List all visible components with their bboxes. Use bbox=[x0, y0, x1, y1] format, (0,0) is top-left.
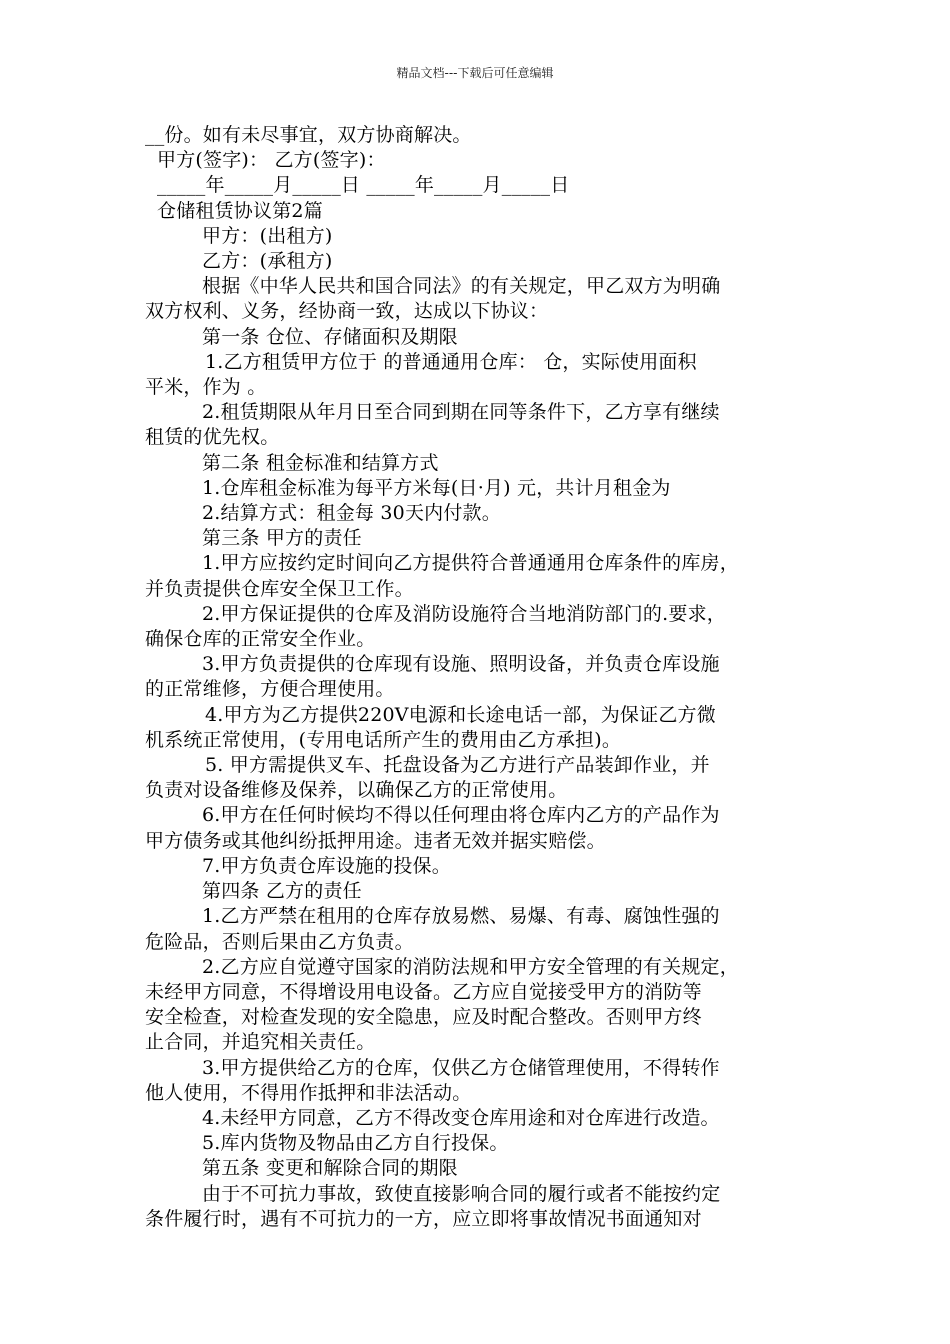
document-line: 第四条 乙方的责任 bbox=[202, 880, 362, 903]
document-line: 第三条 甲方的责任 bbox=[202, 527, 362, 550]
document-line: 2.结算方式：租金每 30天内付款。 bbox=[202, 502, 501, 525]
document-line: 5.库内货物及物品由乙方自行投保。 bbox=[202, 1132, 509, 1155]
document-line: 条件履行时，遇有不可抗力的一方，应立即将事故情况书面通知对 bbox=[145, 1207, 702, 1230]
document-line: 双方权利、义务，经协商一致，达成以下协议： bbox=[145, 300, 549, 323]
document-line: 他人使用，不得用作抵押和非法活动。 bbox=[145, 1081, 472, 1104]
document-line: 机系统正常使用，(专用电话所产生的费用由乙方承担)。 bbox=[145, 728, 622, 751]
document-line: 3.甲方提供给乙方的仓库，仅供乙方仓储管理使用，不得转作 bbox=[202, 1056, 720, 1079]
document-line: 安全检查，对检查发现的安全隐患，应及时配合整改。否则甲方终 bbox=[145, 1006, 702, 1029]
document-body bbox=[145, 123, 810, 1232]
document-line: 7.甲方负责仓库设施的投保。 bbox=[202, 854, 451, 877]
document-line: 仓储租赁协议第2篇 bbox=[157, 199, 323, 222]
document-line: 5. 甲方需提供叉车、托盘设备为乙方进行产品装卸作业，并 bbox=[205, 754, 710, 777]
document-line: 平米，作为 。 bbox=[145, 376, 267, 399]
document-line: 根据《中华人民共和国合同法》的有关规定，甲乙双方为明确 bbox=[202, 275, 721, 298]
document-line: 止合同，并追究相关责任。 bbox=[145, 1031, 376, 1054]
document-line: 2.乙方应自觉遵守国家的消防法规和甲方安全管理的有关规定， bbox=[202, 955, 739, 978]
document-line: 2.甲方保证提供的仓库及消防设施符合当地消防部门的.要求， bbox=[202, 602, 726, 625]
document-line: 第五条 变更和解除合同的期限 bbox=[202, 1157, 458, 1180]
document-line: 确保仓库的正常安全作业。 bbox=[145, 628, 376, 651]
document-line: 甲方(签字)： 乙方(签字)： bbox=[157, 149, 386, 172]
document-line: 6.甲方在任何时候均不得以任何理由将仓库内乙方的产品作为 bbox=[202, 804, 720, 827]
document-line: 的正常维修，方便合理使用。 bbox=[145, 678, 395, 701]
document-line: 甲方：(出租方) bbox=[202, 224, 333, 247]
document-line: 4.未经甲方同意，乙方不得改变仓库用途和对仓库进行改造。 bbox=[202, 1106, 720, 1129]
document-line: 第二条 租金标准和结算方式 bbox=[202, 451, 439, 474]
document-line: 危险品，否则后果由乙方负责。 bbox=[145, 930, 414, 953]
document-line: _____年_____月_____日 _____年_____月_____日 bbox=[157, 174, 570, 197]
document-line: 由于不可抗力事故，致使直接影响合同的履行或者不能按约定 bbox=[202, 1182, 721, 1205]
document-line: 甲方债务或其他纠纷抵押用途。违者无效并据实赔偿。 bbox=[145, 829, 606, 852]
document-line: 1.甲方应按约定时间向乙方提供符合普通通用仓库条件的库房， bbox=[202, 552, 739, 575]
document-line: 第一条 仓位、存储面积及期限 bbox=[202, 325, 458, 348]
document-line: 租赁的优先权。 bbox=[145, 426, 280, 449]
document-line: 并负责提供仓库安全保卫工作。 bbox=[145, 577, 414, 600]
document-line: 1.仓库租金标准为每平方米每(日·月) 元，共计月租金为 bbox=[202, 476, 671, 499]
document-line: 乙方：(承租方) bbox=[202, 250, 333, 273]
document-line: 负责对设备维修及保养，以确保乙方的正常使用。 bbox=[145, 779, 568, 802]
document-line: 4.甲方为乙方提供220V电源和长途电话一部，为保证乙方微 bbox=[205, 703, 716, 726]
document-line: 未经甲方同意，不得增设用电设备。乙方应自觉接受甲方的消防等 bbox=[145, 980, 702, 1003]
page-header: 精品文档---下载后可任意编辑 bbox=[396, 66, 554, 80]
document-line: __份。如有未尽事宜，双方协商解决。 bbox=[145, 124, 472, 146]
document-line: 1.乙方租赁甲方位于 的普通通用仓库： 仓，实际使用面积 bbox=[205, 350, 697, 373]
document-line: 3.甲方负责提供的仓库现有设施、照明设备，并负责仓库设施 bbox=[202, 653, 720, 676]
document-line: 2.租赁期限从年月日至合同到期在同等条件下，乙方享有继续 bbox=[202, 401, 720, 424]
document-line: 1.乙方严禁在租用的仓库存放易燃、易爆、有毒、腐蚀性强的 bbox=[202, 905, 720, 928]
